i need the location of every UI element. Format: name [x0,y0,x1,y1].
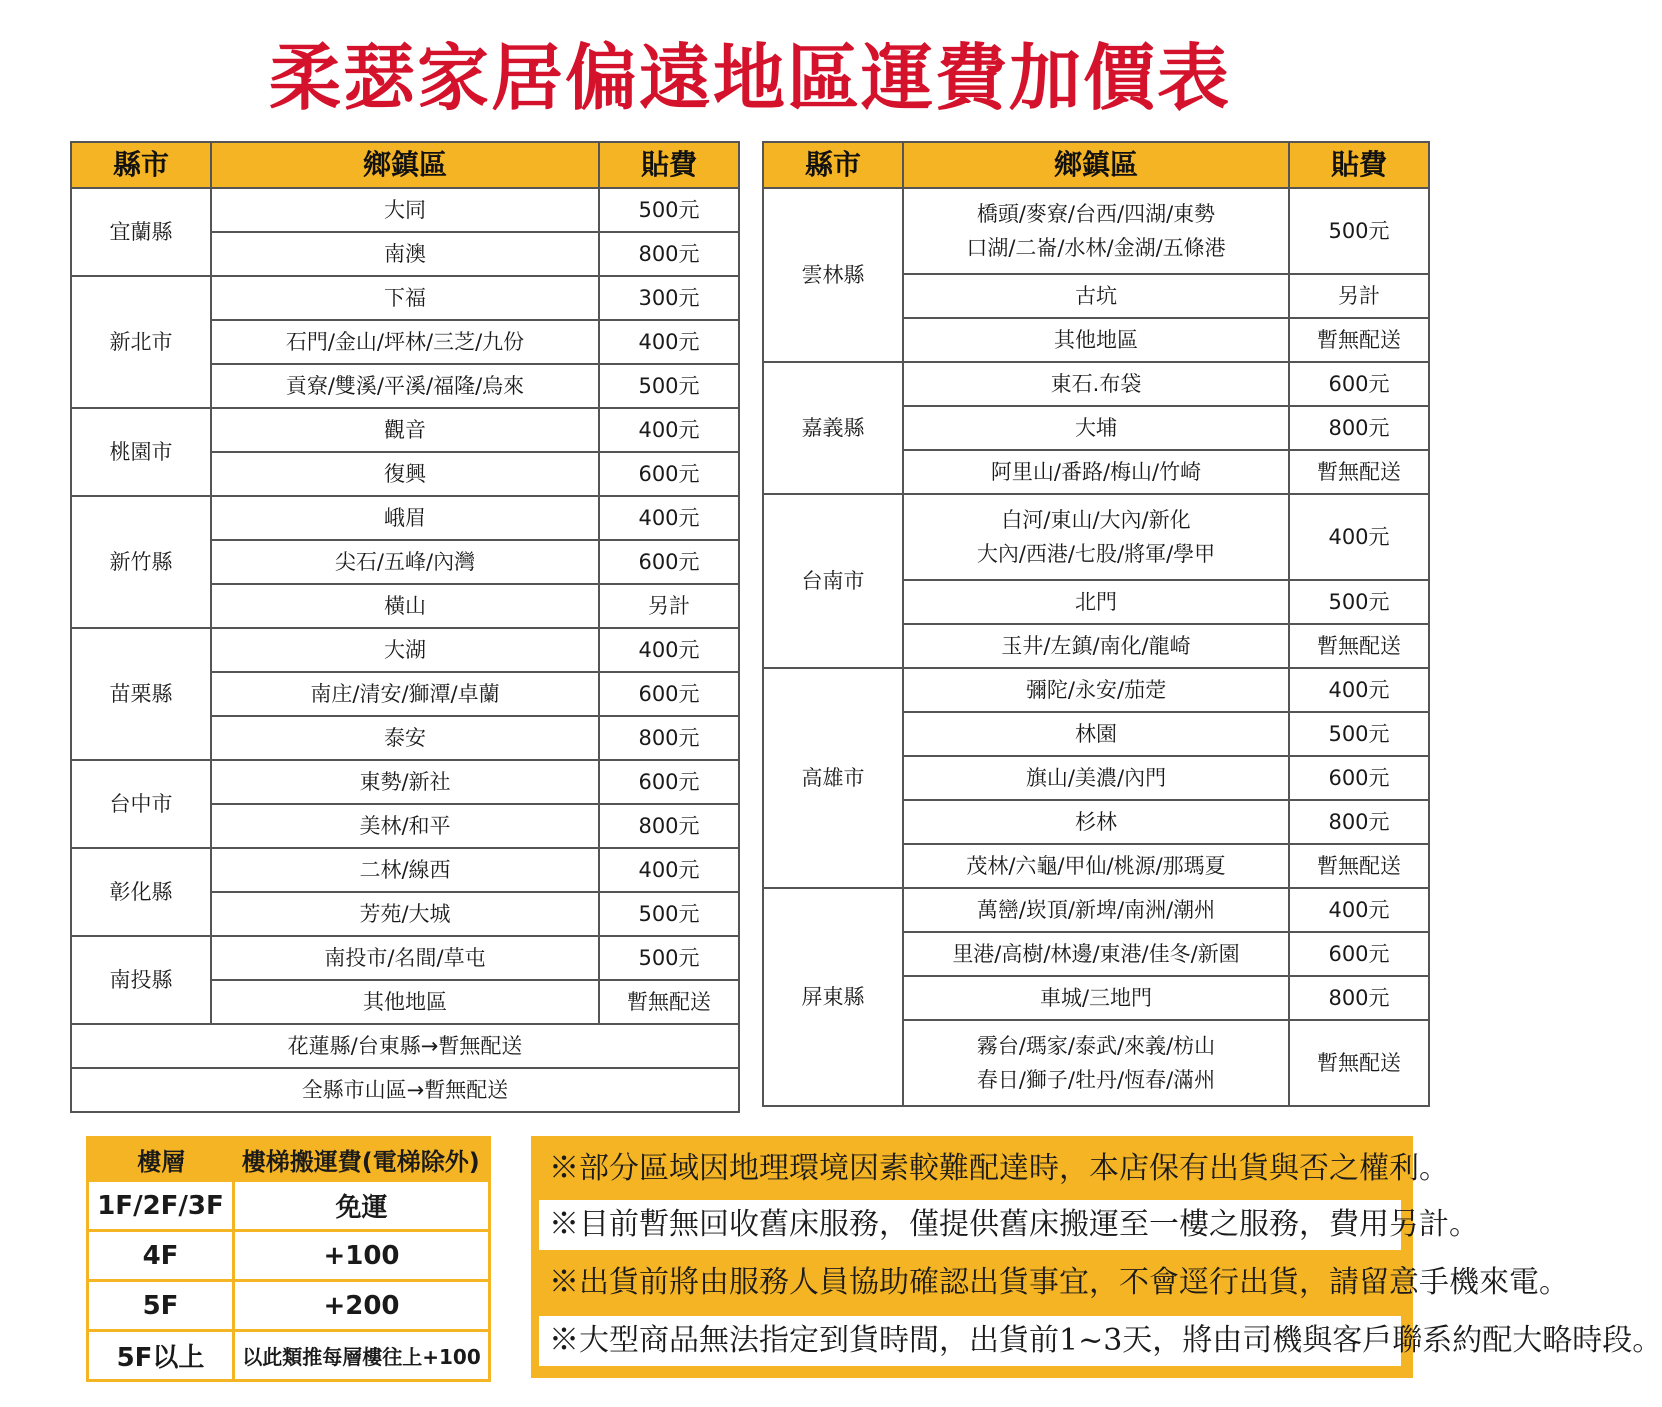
header-floor: 樓層 [88,1138,234,1181]
district-cell: 其他地區 [211,980,599,1024]
fee-cell: 400元 [599,496,739,540]
fee-cell: 800元 [599,232,739,276]
fee-cell: 300元 [599,276,739,320]
district-cell: 下福 [211,276,599,320]
fee-cell: 暫無配送 [1289,1020,1429,1106]
table-row [88,1331,490,1381]
floor-cell: 4F [88,1231,234,1281]
district-cell: 觀音 [211,408,599,452]
district-cell [903,188,1289,274]
city-cell: 嘉義縣 [763,362,903,494]
district-cell: 萬巒/崁頂/新埤/南洲/潮州 [903,888,1289,932]
fee-cell: 600元 [1289,756,1429,800]
fee-cell: 500元 [1289,712,1429,756]
fee-cell: 400元 [599,848,739,892]
fee-cell: 400元 [599,628,739,672]
floor-fee-cell: 免運 [234,1181,490,1231]
district-cell: 茂林/六龜/甲仙/桃源/那瑪夏 [903,844,1289,888]
fee-cell: 600元 [599,672,739,716]
district-cell: 車城/三地門 [903,976,1289,1020]
left-fee-table [70,141,740,1113]
table-row [71,1024,739,1068]
district-cell: 南投市/名間/草屯 [211,936,599,980]
city-cell: 宜蘭縣 [71,188,211,276]
fee-cell: 400元 [599,320,739,364]
district-cell: 美林/和平 [211,804,599,848]
fee-cell: 500元 [1289,188,1429,274]
district-cell: 大埔 [903,406,1289,450]
fee-cell: 600元 [599,452,739,496]
table-row [763,188,1429,274]
district-line: 橋頭/麥寮/台西/四湖/東勢 [976,202,1216,226]
city-cell: 新竹縣 [71,496,211,628]
district-cell: 石門/金山/坪林/三芝/九份 [211,320,599,364]
table-row [88,1181,490,1231]
note-line: ※大型商品無法指定到貨時間，出貨前1~3天，將由司機與客戶聯系約配大略時段。 [539,1316,1401,1366]
floor-cell: 5F [88,1281,234,1331]
district-cell: 峨眉 [211,496,599,540]
fee-cell: 400元 [1289,888,1429,932]
city-cell: 雲林縣 [763,188,903,362]
right-fee-table [762,141,1430,1107]
fee-cell: 600元 [1289,362,1429,406]
fee-cell: 800元 [1289,406,1429,450]
table-row [88,1231,490,1281]
city-cell: 彰化縣 [71,848,211,936]
district-cell: 復興 [211,452,599,496]
fee-cell: 暫無配送 [599,980,739,1024]
district-cell: 北門 [903,580,1289,624]
floor-cell: 1F/2F/3F [88,1181,234,1231]
header-city: 縣市 [763,142,903,188]
district-cell: 玉井/左鎮/南化/龍崎 [903,624,1289,668]
district-cell: 二林/線西 [211,848,599,892]
fee-cell: 600元 [599,540,739,584]
city-cell: 桃園市 [71,408,211,496]
fee-cell: 暫無配送 [1289,450,1429,494]
district-cell: 其他地區 [903,318,1289,362]
note-line: ※出貨前將由服務人員協助確認出貨事宜，不會逕行出貨，請留意手機來電。 [549,1265,1569,1300]
table-row [71,1068,739,1112]
fee-cell: 600元 [1289,932,1429,976]
district-cell: 林園 [903,712,1289,756]
fee-cell: 500元 [599,188,739,232]
city-cell: 高雄市 [763,668,903,888]
fee-cell: 500元 [1289,580,1429,624]
district-line: 春日/獅子/牡丹/恆春/滿州 [976,1068,1216,1092]
city-cell: 新北市 [71,276,211,408]
district-line: 白河/東山/大內/新化 [1001,508,1191,532]
city-cell: 苗栗縣 [71,628,211,760]
table-row [763,668,1429,712]
fee-cell: 400元 [1289,668,1429,712]
district-cell: 阿里山/番路/梅山/竹崎 [903,450,1289,494]
fee-cell: 600元 [599,760,739,804]
page-title: 柔瑟家居偏遠地區運費加價表 [268,36,1231,120]
district-cell [903,1020,1289,1106]
district-cell: 南澳 [211,232,599,276]
floor-cell: 5F以上 [88,1331,234,1381]
header-city: 縣市 [71,142,211,188]
district-cell: 杉林 [903,800,1289,844]
note-line: ※目前暫無回收舊床服務，僅提供舊床搬運至一樓之服務，費用另計。 [539,1200,1401,1250]
fee-cell: 另計 [599,584,739,628]
district-line: 霧台/瑪家/泰武/來義/枋山 [976,1034,1216,1058]
fee-cell: 800元 [599,804,739,848]
fee-cell: 另計 [1289,274,1429,318]
header-district: 鄉鎮區 [903,142,1289,188]
table-row [71,276,739,320]
floor-fee-cell: 以此類推每層樓往上+100 [234,1331,490,1381]
fee-cell: 暫無配送 [1289,624,1429,668]
district-cell: 旗山/美濃/內門 [903,756,1289,800]
table-row [71,496,739,540]
city-cell: 台南市 [763,494,903,668]
district-cell: 大同 [211,188,599,232]
district-cell: 大湖 [211,628,599,672]
district-cell: 橫山 [211,584,599,628]
floor-fee-cell: +100 [234,1231,490,1281]
district-cell: 古坑 [903,274,1289,318]
table-row [763,888,1429,932]
city-cell: 南投縣 [71,936,211,1024]
fee-cell: 800元 [1289,976,1429,1020]
district-cell [903,494,1289,580]
header-district: 鄉鎮區 [211,142,599,188]
header-fee: 貼費 [599,142,739,188]
city-cell: 台中市 [71,760,211,848]
floor-fee-cell: +200 [234,1281,490,1331]
header-fee: 貼費 [1289,142,1429,188]
table-row [71,936,739,980]
floor-fee-table [86,1136,491,1382]
header-stair-fee: 樓梯搬運費(電梯除外) [234,1138,490,1181]
fee-cell: 400元 [1289,494,1429,580]
district-cell: 東石.布袋 [903,362,1289,406]
fee-cell: 800元 [599,716,739,760]
district-cell: 泰安 [211,716,599,760]
footer-note-cell: 花蓮縣/台東縣→暫無配送 [71,1024,739,1068]
table-row [763,362,1429,406]
footer-note-cell: 全縣市山區→暫無配送 [71,1068,739,1112]
district-cell: 里港/高樹/林邊/東港/佳冬/新園 [903,932,1289,976]
district-line: 口湖/二崙/水林/金湖/五條港 [966,236,1226,260]
fee-cell: 暫無配送 [1289,844,1429,888]
table-row [763,494,1429,580]
district-cell: 芳苑/大城 [211,892,599,936]
fee-cell: 400元 [599,408,739,452]
district-cell: 東勢/新社 [211,760,599,804]
fee-cell: 500元 [599,892,739,936]
table-row [71,760,739,804]
fee-cell: 800元 [1289,800,1429,844]
district-cell: 彌陀/永安/茄萣 [903,668,1289,712]
district-line: 大內/西港/七股/將軍/學甲 [976,542,1216,566]
fee-cell: 暫無配送 [1289,318,1429,362]
city-cell: 屏東縣 [763,888,903,1106]
district-cell: 貢寮/雙溪/平溪/福隆/烏來 [211,364,599,408]
notes-box [531,1136,1662,1378]
table-row [71,408,739,452]
district-cell: 南庄/清安/獅潭/卓蘭 [211,672,599,716]
table-row [88,1281,490,1331]
district-cell: 尖石/五峰/內灣 [211,540,599,584]
table-row [71,848,739,892]
note-line: ※部分區域因地理環境因素較難配達時，本店保有出貨與否之權利。 [549,1151,1449,1186]
table-row [71,628,739,672]
table-row [71,188,739,232]
fee-cell: 500元 [599,364,739,408]
fee-cell: 500元 [599,936,739,980]
